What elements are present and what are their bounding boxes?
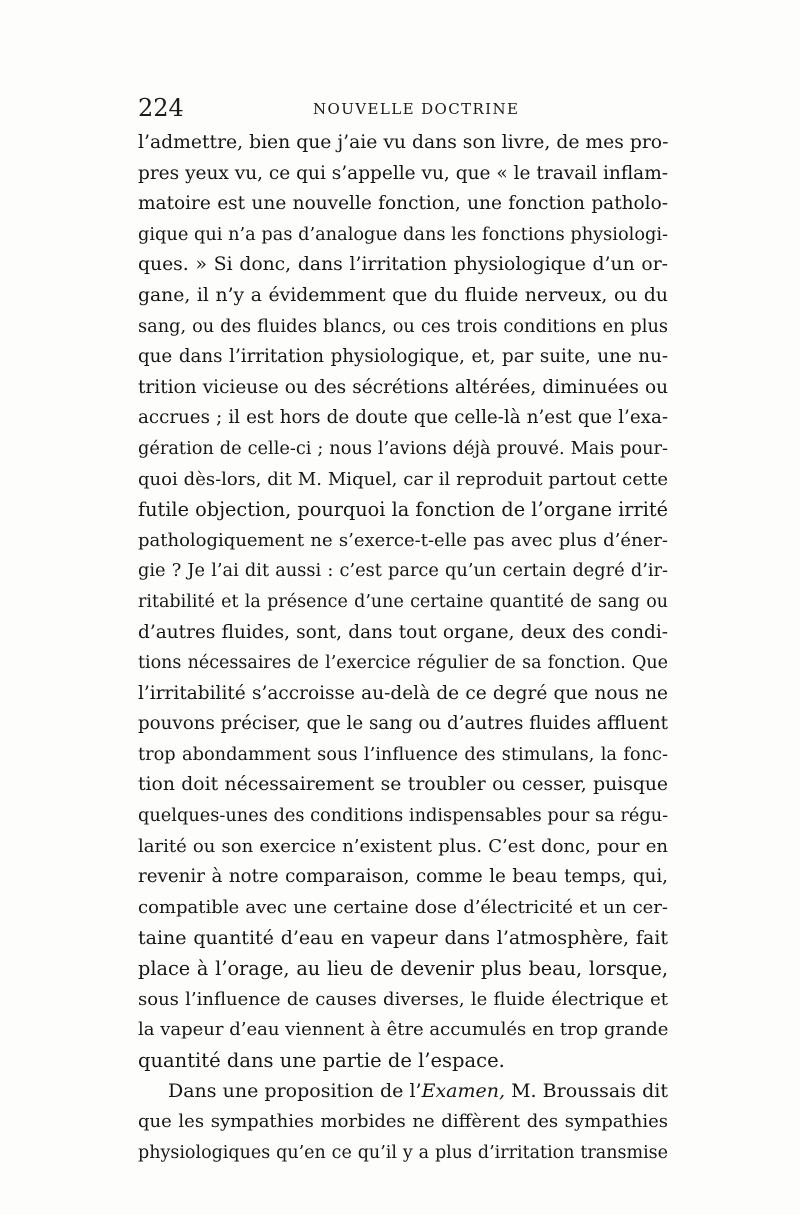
text-line: place à l’orage, au lieu de devenir plus beau, lorsque, xyxy=(138,957,668,981)
text-line: futile objection, pourquoi la fonction de l’organe irrité xyxy=(138,498,668,522)
text-line: matoire est une nouvelle fonction, une fonction patholo- xyxy=(138,193,668,215)
body-text xyxy=(138,128,668,1168)
text-line: pathologiquement ne s’exerce-t-elle pas avec plus d’éner- xyxy=(138,529,668,551)
text-line: sang, ou des fluides blancs, ou ces trois conditions en plus xyxy=(138,316,668,337)
italic-title: Examen, xyxy=(421,1080,506,1103)
paragraph-2-text: Dans une proposition de l’ xyxy=(168,1080,422,1103)
text-line: pres yeux vu, ce qui s’appelle vu, que « le travail inflam- xyxy=(138,162,668,184)
text-line: l’irritabilité s’accroisse au-delà de ce degré que nous ne xyxy=(138,682,668,704)
text-line: l’admettre, bien que j’aie vu dans son livre, de mes pro- xyxy=(138,132,668,153)
text-line: tions nécessaires de l’exercice régulier de sa fonction. Que xyxy=(138,653,668,674)
running-head: NOUVELLE DOCTRINE xyxy=(313,100,520,118)
text-line: quelques-unes des conditions indispensables pour sa régu- xyxy=(138,806,668,827)
text-line: que dans l’irritation physiologique, et, par suite, une nu- xyxy=(138,346,668,368)
text-line: gane, il n’y a évidemment que du fluide nerveux, ou du xyxy=(138,284,668,306)
text-line: compatible avec une certaine dose d’électricité et un cer- xyxy=(138,896,668,918)
text-line: la vapeur d’eau viennent à être accumulés en trop grande xyxy=(138,1019,668,1041)
text-line: trop abondamment sous l’influence des stimulans, la fonc- xyxy=(138,744,668,765)
text-line: ques. » Si donc, dans l’irritation physiologique d’un or- xyxy=(138,254,668,276)
text-line: gique qui n’a pas d’analogue dans les fonctions physiologi- xyxy=(138,224,668,245)
text-line: larité ou son exercice n’existent plus. C’est donc, pour en xyxy=(138,835,668,857)
page-header xyxy=(138,94,668,124)
text-line: taine quantité d’eau en vapeur dans l’atmosphère, fait xyxy=(138,927,668,950)
text-line: trition vicieuse ou des sécrétions altérées, diminuées ou xyxy=(138,376,668,398)
text-line: gération de celle-ci ; nous l’avions déjà prouvé. Mais pour- xyxy=(138,438,668,459)
text-line: pouvons préciser, que le sang ou d’autres fluides affluent xyxy=(138,713,668,735)
text-line: revenir à notre comparaison, comme le beau temps, qui, xyxy=(138,866,668,888)
text-line: gie ? Je l’ai dit aussi : c’est parce qu’un certain degré d’ir- xyxy=(138,561,668,582)
text-line: ritabilité et la présence d’une certaine quantité de sang ou xyxy=(138,591,668,612)
text-line: tion doit nécessairement se troubler ou cesser, puisque xyxy=(138,774,668,796)
text-line: quantité dans une partie de l’espace. xyxy=(138,1048,505,1072)
paragraph-2-line xyxy=(138,1076,668,1107)
text-line: quoi dès-lors, dit M. Miquel, car il reproduit partout cette xyxy=(138,468,668,490)
paragraph-2-line: que les sympathies morbides ne diffèrent des sympathies xyxy=(138,1111,668,1132)
text-line: sous l’influence de causes diverses, le fluide électrique et xyxy=(138,988,668,1010)
text-line: d’autres fluides, sont, dans tout organe, deux des condi- xyxy=(138,621,668,643)
paragraph-2-text: M. Broussais dit xyxy=(505,1080,668,1103)
paragraph-2-line: physiologiques qu’en ce qu’il y a plus d’irritation transmise xyxy=(138,1142,668,1163)
page-number: 224 xyxy=(138,94,184,122)
text-line: accrues ; il est hors de doute que celle-là n’est que l’exa- xyxy=(138,407,668,429)
